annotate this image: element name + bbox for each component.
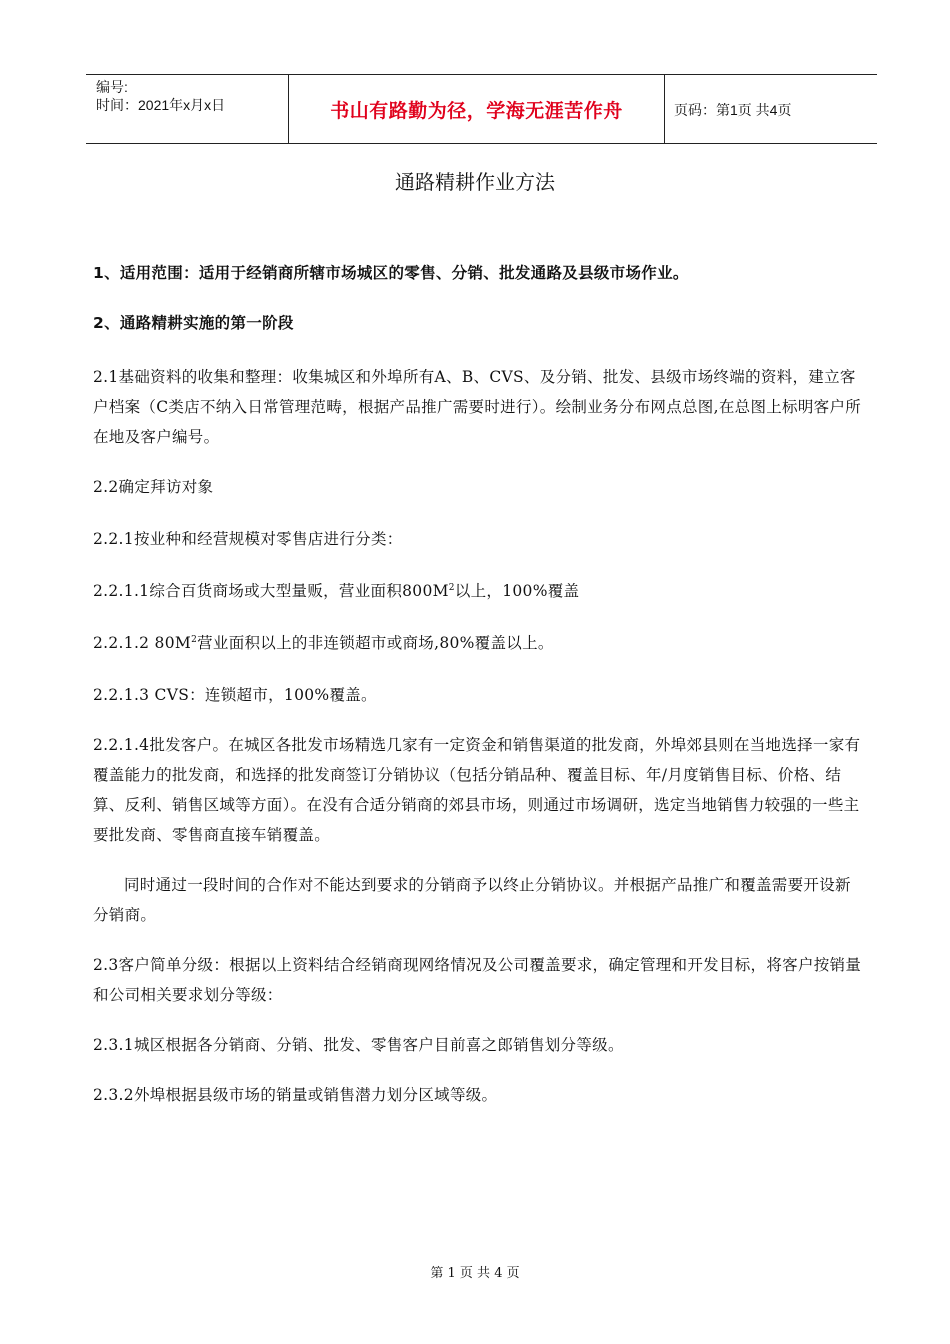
document-body	[93, 258, 863, 1110]
paragraph-scope: 1、适用范围：适用于经销商所辖市场城区的零售、分销、批发通路及县级市场作业。	[93, 264, 689, 282]
p6-text-a: 2.2.1.1综合百货商场或大型量贩，营业面积800M	[93, 582, 449, 600]
p7-superscript: 2	[191, 634, 198, 645]
motto-text: 书山有路勤为径，学海无涯苦作舟	[330, 99, 623, 122]
paragraph-2-3-1: 2.3.1城区根据各分销商、分销、批发、零售客户目前喜之郎销售划分等级。	[93, 1036, 624, 1054]
paragraph-stage-one: 2、通路精耕实施的第一阶段	[93, 314, 294, 332]
paragraph-2-2-1-3: 2.2.1.3 CVS：连锁超市，100%覆盖。	[93, 686, 377, 704]
page-header	[86, 74, 877, 144]
p7-text-b: 营业面积以上的非连锁超市或商场,80%覆盖以上。	[197, 634, 554, 652]
p6-superscript: 2	[448, 582, 455, 593]
paragraph-2-3: 2.3客户简单分级：根据以上资料结合经销商现网络情况及公司覆盖要求，确定管理和开发目标，将客户按销量和公司相关要求划分等级：	[93, 956, 862, 1004]
header-page-info: 页码：第1页 共4页	[674, 102, 792, 118]
paragraph-2-2-1-1	[93, 576, 863, 606]
header-motto-cell	[288, 75, 665, 143]
paragraph-2-2-1-4: 2.2.1.4批发客户。在城区各批发市场精选几家有一定资金和销售渠道的批发商，外埠郊县则在当地选择一家有覆盖能力的批发商，和选择的批发商签订分销协议（包括分销品种、覆盖目标、年/月度销售目标、价格、结算、反利、销售区域等方面）。在没有合适分销商的郊县市场，则通过市场调研，选定当地销售力较强的一些主要批发商、零售商直接车销覆盖。	[93, 736, 861, 844]
paragraph-2-2-1: 2.2.1按业种和经营规模对零售店进行分类：	[93, 530, 403, 548]
p7-text-a: 2.2.1.2 80M	[93, 634, 192, 652]
p6-text-b: 以上，100%覆盖	[454, 582, 580, 600]
paragraph-2-2-1-2	[93, 628, 863, 658]
header-meta	[96, 78, 292, 114]
paragraph-2-1: 2.1基础资料的收集和整理：收集城区和外埠所有A、B、CVS、及分销、批发、县级市场终端的资料，建立客户档案（C类店不纳入日常管理范畴，根据产品推广需要时进行）。绘制业务分布网点总图,在总图上标明客户所在地及客户编号。	[93, 368, 862, 446]
paragraph-2-3-2: 2.3.2外埠根据县级市场的销量或销售潜力划分区域等级。	[93, 1086, 498, 1104]
doc-number-label: 编号:	[96, 79, 128, 95]
paragraph-2-2: 2.2确定拜访对象	[93, 478, 214, 496]
page-footer: 第 1 页 共 4 页	[430, 1266, 520, 1281]
paragraph-cooperation: 同时通过一段时间的合作对不能达到要求的分销商予以终止分销协议。并根据产品推广和覆盖需要开设新分销商。	[93, 876, 851, 924]
document-title: 通路精耕作业方法	[395, 170, 555, 194]
doc-time-label: 时间：2021年x月x日	[96, 97, 226, 113]
